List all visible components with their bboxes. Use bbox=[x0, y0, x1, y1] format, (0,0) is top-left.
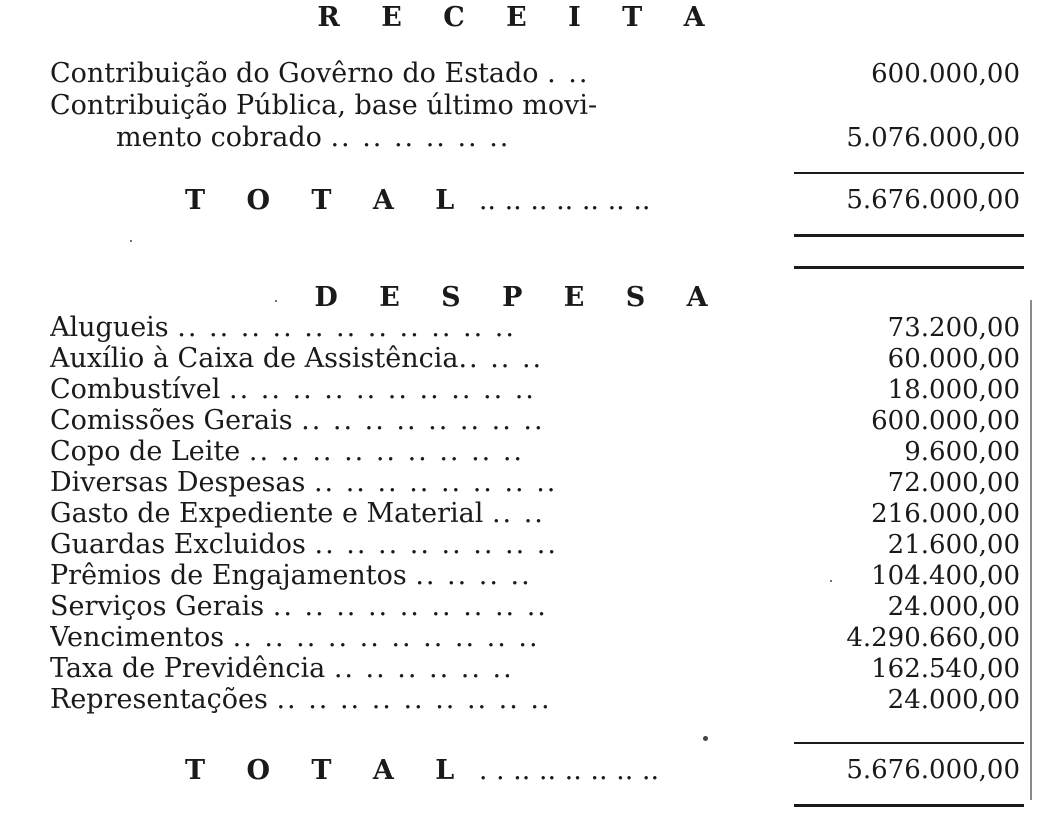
leader-dots: . . .. .. .. .. .. .. bbox=[478, 755, 660, 786]
receita-item-0 bbox=[50, 58, 730, 90]
receita-heading: R E C E I T A bbox=[317, 2, 721, 33]
despesa-item-11 bbox=[50, 653, 730, 685]
leader-dots: . .. bbox=[547, 58, 590, 89]
despesa-item-7 bbox=[50, 529, 730, 561]
leader-dots: .. .. .. .. .. .. .. .. bbox=[314, 529, 558, 560]
item-label: Serviços Gerais bbox=[50, 591, 265, 622]
leader-dots: .. .. .. .. .. .. .. .. .. bbox=[272, 591, 548, 622]
scan-speck bbox=[130, 240, 132, 242]
despesa-amount-2: 18.000,00 bbox=[887, 375, 1020, 405]
item-label: Contribuição do Govêrno do Estado bbox=[50, 58, 539, 89]
leader-dots: .. .. .. .. .. .. .. .. .. bbox=[248, 436, 525, 467]
despesa-item-0 bbox=[50, 312, 730, 344]
receita-amount-0: 600.000,00 bbox=[871, 59, 1020, 89]
leader-dots: .. .. .. .. .. .. .. bbox=[478, 185, 651, 216]
leader-dots: .. .. bbox=[491, 498, 545, 529]
scan-speck bbox=[275, 300, 277, 302]
leader-dots: .. .. .. .. .. .. .. .. .. .. .. bbox=[177, 312, 516, 343]
despesa-item-9 bbox=[50, 591, 730, 623]
item-label: Auxílio à Caixa de Assistência bbox=[50, 343, 459, 374]
despesa-total-rule bbox=[794, 804, 1024, 807]
item-label: Combustível bbox=[50, 374, 221, 405]
item-label: Guardas Excluidos bbox=[50, 529, 306, 560]
total-label: T O T A L bbox=[185, 755, 471, 786]
item-label: Gasto de Expediente e Material bbox=[50, 498, 484, 529]
scan-speck bbox=[830, 580, 832, 582]
leader-dots: .. .. .. .. .. .. .. .. .. .. bbox=[232, 622, 540, 653]
total-label: T O T A L bbox=[185, 185, 471, 216]
despesa-amount-8: 104.400,00 bbox=[871, 561, 1020, 591]
despesa-item-6 bbox=[50, 498, 730, 530]
leader-dots: .. .. .. .. .. .. .. .. bbox=[301, 405, 545, 436]
item-label: Representações bbox=[50, 684, 268, 715]
leader-dots: .. .. .. .. .. .. bbox=[333, 653, 514, 684]
receita-total-label-row bbox=[185, 184, 730, 218]
despesa-amount-6: 216.000,00 bbox=[871, 499, 1020, 529]
item-label: Diversas Despesas bbox=[50, 467, 306, 498]
despesa-item-4 bbox=[50, 436, 730, 468]
item-label: Taxa de Previdência bbox=[50, 653, 326, 684]
item-label: Copo de Leite bbox=[50, 436, 241, 467]
despesa-item-2 bbox=[50, 374, 730, 406]
leader-dots: .. .. .. .. .. .. bbox=[330, 122, 511, 153]
despesa-item-10 bbox=[50, 622, 730, 654]
despesa-subtotal-rule bbox=[794, 742, 1024, 744]
item-label: Contribuição Pública, base último movi- bbox=[50, 90, 598, 121]
despesa-amount-4: 9.600,00 bbox=[904, 437, 1020, 467]
despesa-amount-11: 162.540,00 bbox=[871, 654, 1020, 684]
despesa-total-amount: 5.676.000,00 bbox=[846, 755, 1020, 785]
despesa-amount-10: 4.290.660,00 bbox=[846, 623, 1020, 653]
leader-dots: .. .. .. bbox=[458, 343, 544, 374]
leader-dots: .. .. .. .. .. .. .. .. .. bbox=[276, 684, 552, 715]
despesa-amount-3: 600.000,00 bbox=[871, 406, 1020, 436]
receita-item-2 bbox=[116, 122, 730, 154]
scan-speck bbox=[703, 736, 708, 741]
despesa-item-12 bbox=[50, 684, 730, 716]
despesa-item-8 bbox=[50, 560, 730, 592]
item-label: Alugueis bbox=[50, 312, 169, 343]
receita-amount-2: 5.076.000,00 bbox=[846, 123, 1020, 153]
receita-total-rule bbox=[794, 234, 1024, 237]
despesa-amount-5: 72.000,00 bbox=[887, 468, 1020, 498]
despesa-amount-1: 60.000,00 bbox=[887, 344, 1020, 374]
section-divider-rule bbox=[794, 266, 1024, 269]
leader-dots: .. .. .. .. .. .. .. .. bbox=[313, 467, 558, 498]
despesa-amount-12: 24.000,00 bbox=[887, 685, 1020, 715]
despesa-amount-0: 73.200,00 bbox=[887, 313, 1020, 343]
item-label: Vencimentos bbox=[50, 622, 225, 653]
scan-edge-line bbox=[1030, 300, 1032, 800]
despesa-amount-7: 21.600,00 bbox=[887, 530, 1020, 560]
despesa-amount-9: 24.000,00 bbox=[887, 592, 1020, 622]
despesa-item-3 bbox=[50, 405, 730, 437]
receita-item-1 bbox=[50, 90, 730, 122]
despesa-total-label-row bbox=[185, 754, 730, 788]
leader-dots: .. .. .. .. bbox=[415, 560, 532, 591]
receita-total-amount: 5.676.000,00 bbox=[846, 185, 1020, 215]
despesa-item-5 bbox=[50, 467, 730, 499]
despesa-item-1 bbox=[50, 343, 730, 375]
receita-subtotal-rule bbox=[794, 172, 1024, 174]
item-label: mento cobrado bbox=[116, 122, 322, 153]
leader-dots: .. .. .. .. .. .. .. .. .. .. bbox=[229, 374, 536, 405]
item-label: Prêmios de Engajamentos bbox=[50, 560, 407, 591]
despesa-heading: D E S P E S A bbox=[314, 282, 724, 313]
item-label: Comissões Gerais bbox=[50, 405, 293, 436]
